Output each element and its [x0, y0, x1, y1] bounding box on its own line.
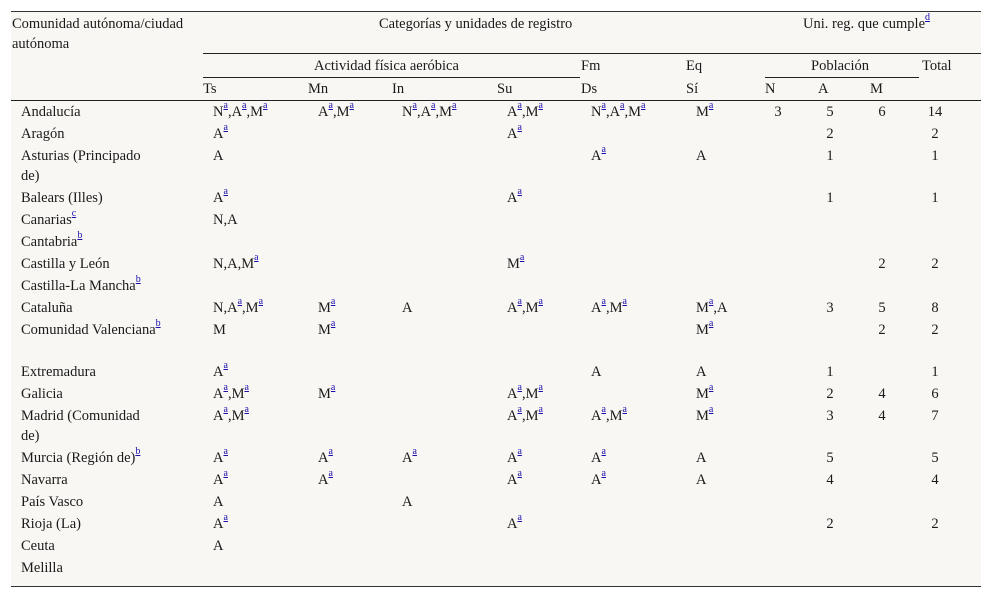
- cell-si: $M^a$: [696, 404, 714, 424]
- footnote-a-link[interactable]: a: [620, 100, 625, 112]
- header-mn: Mn: [308, 81, 329, 97]
- cell-total: 2: [931, 322, 939, 338]
- header-su: Su: [497, 81, 513, 97]
- cell-total: 14: [927, 104, 943, 120]
- cell-si: A: [696, 450, 707, 466]
- footnote-a-link[interactable]: a: [708, 296, 714, 308]
- cell-m: 4: [878, 386, 886, 402]
- footnote-a-link[interactable]: a: [349, 100, 354, 112]
- cell-si: $M^a,A$: [696, 296, 728, 316]
- community-name: Cantabria$^b$: [21, 230, 83, 250]
- footnote-a-link[interactable]: a: [517, 446, 522, 458]
- header-fm: Fm: [581, 58, 601, 74]
- cell-ds: $A^a$: [591, 468, 606, 488]
- footnote-b-link[interactable]: b: [77, 230, 83, 242]
- header-compliance: Uni. reg. que cumple$^d$: [803, 12, 931, 32]
- footnote-a-link[interactable]: a: [223, 404, 228, 416]
- footnote-a-link[interactable]: a: [328, 446, 333, 458]
- cell-a: 3: [826, 408, 834, 424]
- cell-su: $A^a$: [507, 446, 522, 466]
- footnote-a-link[interactable]: a: [601, 100, 606, 112]
- footnote-a-link[interactable]: a: [708, 404, 714, 416]
- footnote-a-link[interactable]: a: [258, 296, 264, 308]
- header-rule-top: [203, 53, 981, 54]
- footnote-a-link[interactable]: a: [517, 382, 522, 394]
- cell-m: 2: [878, 322, 886, 338]
- footnote-a-link[interactable]: a: [263, 100, 268, 112]
- cell-si: $M^a$: [696, 100, 714, 120]
- cell-si: A: [696, 472, 707, 488]
- cell-total: 5: [931, 450, 939, 466]
- cell-ds: $A^a,M^a$: [591, 404, 627, 424]
- footnote-a-link[interactable]: a: [223, 122, 228, 134]
- footnote-a-link[interactable]: a: [328, 100, 333, 112]
- cell-ds: $N^a,A^a,M^a$: [591, 100, 646, 120]
- community-name: Canarias$^c$: [21, 208, 77, 228]
- cell-in: $A^a$: [402, 446, 417, 466]
- cell-a: 1: [826, 190, 834, 206]
- footnote-a-link[interactable]: a: [517, 404, 522, 416]
- cell-ts: A: [213, 494, 224, 510]
- footnote-a-link[interactable]: a: [223, 382, 228, 394]
- cell-ts: N,A: [213, 212, 238, 228]
- cell-ds: $A^a$: [591, 144, 606, 164]
- cell-ts: $A^a$: [213, 360, 228, 380]
- header-community: Comunidad autónoma/ciudad autónoma: [12, 16, 184, 52]
- footnote-a-link[interactable]: a: [708, 318, 714, 330]
- cell-su: $A^a,M^a$: [507, 100, 543, 120]
- cell-ds: $A^a,M^a$: [591, 296, 627, 316]
- header-rule-aerobic: [203, 77, 580, 78]
- cell-si: A: [696, 364, 707, 380]
- footnote-a-link[interactable]: a: [330, 296, 336, 308]
- cell-mn: $M^a$: [318, 296, 336, 316]
- cell-si: $M^a$: [696, 382, 714, 402]
- footnote-a-link[interactable]: a: [237, 296, 243, 308]
- community-name: Rioja (La): [21, 516, 81, 532]
- community-name: Cataluña: [21, 300, 73, 316]
- footnote-a-link[interactable]: a: [538, 296, 543, 308]
- cell-a: 5: [826, 104, 834, 120]
- data-table: [11, 11, 981, 587]
- footnote-a-link[interactable]: a: [622, 296, 627, 308]
- cell-ds: A: [591, 364, 602, 380]
- cell-a: 2: [826, 516, 834, 532]
- cell-mn: $A^a,M^a$: [318, 100, 354, 120]
- cell-ts: $A^a$: [213, 446, 228, 466]
- footnote-a-link[interactable]: a: [517, 468, 522, 480]
- footnote-a-link[interactable]: a: [452, 100, 457, 112]
- cell-su: $A^a$: [507, 468, 522, 488]
- header-ts: Ts: [203, 81, 217, 97]
- footnote-a-link[interactable]: a: [601, 468, 606, 480]
- footnote-a-link[interactable]: a: [601, 404, 606, 416]
- footnote-a-link[interactable]: a: [517, 100, 522, 112]
- header-categories: Categorías y unidades de registro: [379, 16, 573, 32]
- footnote-a-link[interactable]: a: [601, 144, 606, 156]
- cell-ts: $A^a$: [213, 468, 228, 488]
- footnote-a-link[interactable]: a: [431, 100, 436, 112]
- footnote-a-link[interactable]: a: [328, 468, 333, 480]
- cell-in: A: [402, 300, 413, 316]
- cell-total: 1: [931, 190, 939, 206]
- footnote-a-link[interactable]: a: [538, 100, 543, 112]
- footnote-a-link[interactable]: a: [708, 382, 714, 394]
- community-name: Castilla-La Mancha$^b$: [21, 274, 141, 294]
- cell-si: A: [696, 148, 707, 164]
- cell-a: 2: [826, 386, 834, 402]
- header-aerobic: Actividad física aeróbica: [314, 58, 459, 74]
- community-name: Murcia (Región de)$^b$: [21, 446, 141, 466]
- community-name: Andalucía: [21, 104, 81, 120]
- footnote-a-link[interactable]: a: [641, 100, 646, 112]
- footnote-a-link[interactable]: a: [244, 404, 249, 416]
- header-n: N: [765, 81, 776, 97]
- footnote-a-link[interactable]: a: [412, 100, 417, 112]
- cell-ds: $A^a$: [591, 446, 606, 466]
- cell-ts: $A^a,M^a$: [213, 404, 249, 424]
- community-name: Castilla y León: [21, 256, 110, 272]
- cell-mn: $A^a$: [318, 468, 333, 488]
- cell-mn: $M^a$: [318, 318, 336, 338]
- cell-total: 2: [931, 516, 939, 532]
- header-in: In: [392, 81, 405, 97]
- footnote-a-link[interactable]: a: [519, 252, 525, 264]
- cell-a: 4: [826, 472, 834, 488]
- community-name: Navarra: [21, 472, 68, 488]
- community-name: Melilla: [21, 560, 63, 576]
- footnote-a-link[interactable]: a: [538, 404, 543, 416]
- cell-a: 3: [826, 300, 834, 316]
- cell-total: 7: [931, 408, 939, 424]
- cell-a: 2: [826, 126, 834, 142]
- cell-ts: $A^a$: [213, 186, 228, 206]
- cell-su: $A^a,M^a$: [507, 296, 543, 316]
- community-name: Extremadura: [21, 364, 96, 380]
- cell-si: $M^a$: [696, 318, 714, 338]
- header-ds: Ds: [581, 81, 598, 97]
- cell-total: 6: [931, 386, 939, 402]
- cell-m: 4: [878, 408, 886, 424]
- footnote-b-link[interactable]: b: [135, 274, 141, 286]
- cell-su: $A^a$: [507, 186, 522, 206]
- community-name: Madrid (Comunidad de): [21, 408, 140, 444]
- cell-a: 5: [826, 450, 834, 466]
- cell-su: $A^a$: [507, 122, 522, 142]
- footnote-a-link[interactable]: a: [601, 446, 606, 458]
- footnote-a-link[interactable]: a: [517, 122, 522, 134]
- cell-in: A: [402, 494, 413, 510]
- footnote-a-link[interactable]: a: [223, 186, 228, 198]
- cell-m: 2: [878, 256, 886, 272]
- cell-m: 6: [878, 104, 886, 120]
- footnote-a-link[interactable]: a: [244, 382, 249, 394]
- community-name: Galicia: [21, 386, 63, 402]
- cell-m: 5: [878, 300, 886, 316]
- cell-su: $A^a$: [507, 512, 522, 532]
- cell-a: 1: [826, 364, 834, 380]
- footnote-a-link[interactable]: a: [708, 100, 714, 112]
- footnote-a-link[interactable]: a: [622, 404, 627, 416]
- cell-ts: $A^a,M^a$: [213, 382, 249, 402]
- community-name: Comunidad Valenciana$^b$: [21, 318, 161, 338]
- community-name: País Vasco: [21, 494, 84, 510]
- footnote-a-link[interactable]: a: [254, 252, 259, 264]
- community-name: Asturias (Principado de): [21, 148, 141, 184]
- footnote-b-link[interactable]: b: [155, 318, 161, 330]
- cell-ts: M: [213, 322, 226, 338]
- footnote-a-link[interactable]: a: [223, 468, 228, 480]
- cell-su: $M^a$: [507, 252, 525, 272]
- footnote-d-link[interactable]: d: [925, 12, 931, 24]
- community-name: Aragón: [21, 126, 65, 142]
- footnote-a-link[interactable]: a: [330, 382, 336, 394]
- cell-mn: $M^a$: [318, 382, 336, 402]
- footnote-a-link[interactable]: a: [517, 296, 522, 308]
- cell-total: 2: [931, 126, 939, 142]
- footnote-a-link[interactable]: a: [242, 100, 247, 112]
- header-eq: Eq: [686, 58, 703, 74]
- header-rule-bottom: [11, 100, 981, 101]
- header-si: Sí: [686, 81, 699, 97]
- cell-a: 1: [826, 148, 834, 164]
- footnote-a-link[interactable]: a: [517, 186, 522, 198]
- cell-ts: $A^a$: [213, 512, 228, 532]
- header-total: Total: [922, 58, 952, 74]
- cell-mn: $A^a$: [318, 446, 333, 466]
- footnote-c-link[interactable]: c: [71, 208, 77, 220]
- cell-ts: $A^a$: [213, 122, 228, 142]
- community-name: Balears (Illes): [21, 190, 103, 206]
- footnote-a-link[interactable]: a: [330, 318, 336, 330]
- cell-ts: A: [213, 148, 224, 164]
- footnote-a-link[interactable]: a: [517, 512, 522, 524]
- cell-su: $A^a,M^a$: [507, 404, 543, 424]
- cell-total: 4: [931, 472, 939, 488]
- cell-ts: $N^a,A^a,M^a$: [213, 100, 268, 120]
- header-rule-population: [765, 77, 919, 78]
- footnote-a-link[interactable]: a: [223, 360, 228, 372]
- community-name: Ceuta: [21, 538, 55, 554]
- cell-total: 1: [931, 364, 939, 380]
- footnote-b-link[interactable]: b: [135, 446, 141, 458]
- cell-total: 8: [931, 300, 939, 316]
- cell-total: 2: [931, 256, 939, 272]
- footnote-a-link[interactable]: a: [223, 512, 228, 524]
- footnote-a-link[interactable]: a: [538, 382, 543, 394]
- cell-ts: $N,A,M^a$: [213, 252, 259, 272]
- footnote-a-link[interactable]: a: [223, 446, 228, 458]
- header-a: A: [818, 81, 829, 97]
- header-m: M: [870, 81, 883, 97]
- cell-total: 1: [931, 148, 939, 164]
- footnote-a-link[interactable]: a: [601, 296, 606, 308]
- cell-su: $A^a,M^a$: [507, 382, 543, 402]
- cell-ts: A: [213, 538, 224, 554]
- cell-n: 3: [774, 104, 782, 120]
- footnote-a-link[interactable]: a: [412, 446, 417, 458]
- cell-ts: $N,A^a,M^a$: [213, 296, 264, 316]
- cell-in: $N^a,A^a,M^a$: [402, 100, 457, 120]
- header-population: Población: [811, 58, 869, 74]
- footnote-a-link[interactable]: a: [223, 100, 228, 112]
